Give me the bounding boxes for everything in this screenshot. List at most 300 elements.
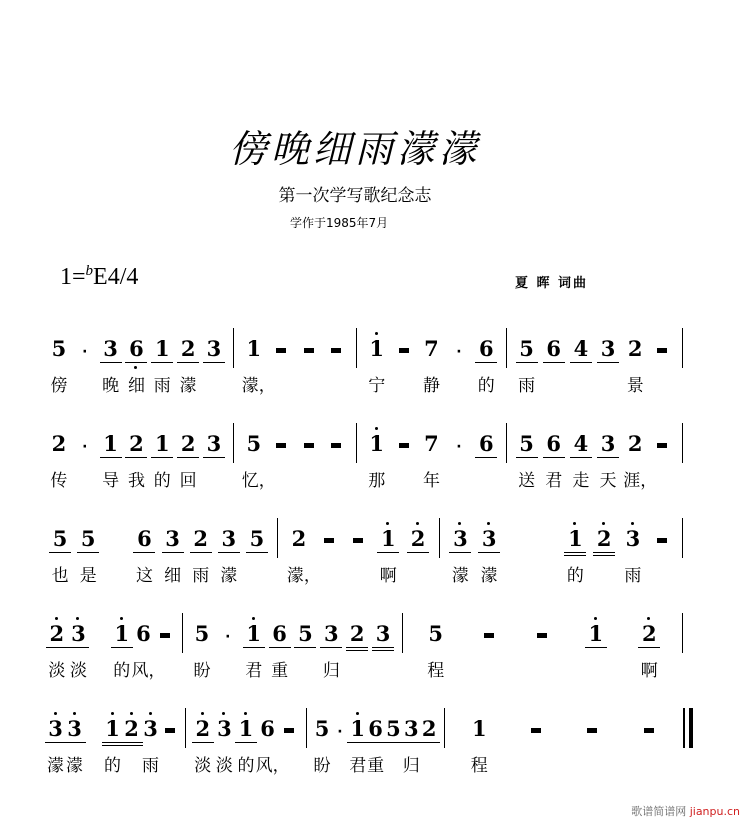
note-number: 7 [424,336,439,361]
note [653,518,671,558]
note-number: 2 [641,621,657,646]
flat-sign: b [85,263,94,279]
beam-line [111,647,133,648]
beam-line [372,650,394,651]
lyric: 淡 [215,756,233,776]
beam-line [543,362,565,363]
dash-extension [160,633,170,638]
note [205,423,223,463]
beam-line [570,362,592,363]
note-number: 3 [143,716,158,741]
note-number: 6 [546,431,562,456]
high-octave-dot [573,522,576,525]
note-number: 3 [103,336,118,361]
beam-line [203,457,225,458]
high-octave-dot [252,617,255,620]
high-octave-dot [594,617,597,620]
beam-line [243,647,265,648]
lyric: 导 [102,471,120,491]
lyric: 啊 [379,566,397,586]
beam-line [190,552,212,553]
note [395,328,413,368]
beam-line [638,647,660,648]
beam-line [235,742,257,743]
note [379,518,397,586]
note-number: 6 [136,621,151,646]
beam-line [67,647,89,648]
lyric: 濛， [286,566,321,586]
note [653,328,671,368]
lyric: 的 [477,376,495,396]
note [640,613,658,681]
note [272,328,290,368]
note-number: 3 [481,526,497,551]
note-number: 2 [180,336,196,361]
lyric: 细 [127,376,145,396]
beam-line [177,457,199,458]
note [300,328,318,368]
lyric: 是 [79,566,97,586]
spacer [538,518,556,558]
high-octave-dot [458,522,461,525]
note-number: 3 [206,431,222,456]
beam-line [100,362,122,363]
beam-line [346,650,368,651]
note-number: 5 [428,621,443,646]
beam-line [475,457,497,458]
composition-date: 学作于1985年7月 [290,216,389,230]
note [450,423,468,463]
beam-line [162,552,184,553]
note [480,613,498,653]
note-number: 2 [180,431,196,456]
note [192,518,210,586]
lyric: 景 [626,376,644,396]
lyric: 濛 [480,566,498,586]
lyric: 归 [322,661,340,681]
note-number: 3 [165,526,180,551]
dash-extension [331,348,341,353]
note [215,708,233,776]
note [51,518,69,586]
note [245,613,263,681]
measure [40,518,278,586]
note [135,518,153,586]
note [572,328,590,368]
note [164,518,182,586]
lyric: 傍 [50,376,68,396]
note [368,423,386,491]
note [193,613,211,681]
lyric: 君 [545,471,563,491]
key-prefix: 1= [60,264,86,290]
note [348,613,366,653]
note-number: 5 [519,431,534,456]
note-number: 1 [568,526,583,551]
note [205,328,223,368]
note [280,708,298,748]
beam-line [418,742,440,743]
note [587,613,605,653]
measure [403,613,683,681]
note-number: 3 [625,526,641,551]
measure [186,708,307,776]
song-subtitle: 第一次学写歌纪念志 [278,186,432,206]
augmentation-dot: · [82,439,88,455]
dash-extension [331,443,341,448]
beam-line [585,647,607,648]
lyric: 濛 [66,756,83,776]
high-octave-dot [149,712,152,715]
measure [507,328,683,396]
lyric: 风， [131,661,166,681]
note [451,518,469,586]
score-row [40,518,683,598]
note [624,518,642,586]
measure [234,328,357,396]
note [66,708,84,776]
note [271,613,289,681]
watermark [631,803,740,819]
dash-extension [353,538,363,543]
lyric: 的 [104,756,121,776]
beam-line [294,647,316,648]
note-number: 3 [600,336,616,361]
high-octave-dot [54,712,57,715]
note-number: 2 [195,716,211,741]
note [599,328,617,368]
note [179,328,197,396]
lyric: 也 [51,566,69,586]
beam-line [377,552,399,553]
lyric: 的 [237,756,255,776]
note-number: 1 [588,621,604,646]
note-number: 5 [249,526,265,551]
note-number: 3 [48,716,63,741]
dash-extension [304,443,314,448]
key-signature [60,263,138,291]
measure [40,708,186,776]
note-number: 2 [124,716,139,741]
dash-extension [657,443,667,448]
note [102,328,120,396]
note-number: 2 [291,526,307,551]
lyric: 晚 [102,376,120,396]
lyric: 重 [271,661,289,681]
lyric: 程 [427,661,445,681]
lyric: 濛 [179,376,197,396]
lyric: 风， [255,756,290,776]
dash-extension [587,728,597,733]
note-number: 1 [154,336,170,361]
measure [357,423,507,491]
beam-line [125,457,147,458]
high-octave-dot [386,522,389,525]
lyric: 归 [402,756,420,776]
score-row [40,423,683,503]
note [626,328,644,396]
beam-line [449,552,471,553]
high-octave-dot [201,712,204,715]
note [545,328,563,368]
note [161,708,179,748]
lyric: 的 [113,661,131,681]
note [572,423,590,491]
lyric: 雨 [192,566,210,586]
dash-extension [399,443,409,448]
high-octave-dot [375,427,378,430]
lyric: 这 [135,566,153,586]
measure [440,518,683,586]
beam-line [516,362,538,363]
note-number: 6 [546,336,562,361]
note-number: 1 [369,336,384,361]
beam-line [49,552,71,553]
note-number: 5 [519,336,534,361]
spacer [107,518,125,558]
spacer [91,613,109,653]
note-number: 5 [51,336,67,361]
note [566,518,584,586]
beam-line [516,457,538,458]
beam-line [125,362,147,363]
note-number: 6 [368,716,383,741]
note [220,518,238,586]
note [477,423,495,463]
augmentation-dot: · [225,629,231,645]
beam-line [570,457,592,458]
note [518,328,536,396]
dash-extension [276,443,286,448]
lyric: 的 [153,471,171,491]
note-number: 1 [369,431,384,456]
high-octave-dot [222,712,225,715]
dash-extension [284,728,294,733]
score-row [40,328,683,408]
measure [278,518,440,586]
high-octave-dot [55,617,58,620]
note-number: 3 [217,716,232,741]
beam-line [46,647,68,648]
lyric: 回 [179,471,197,491]
note-number: 1 [380,526,396,551]
measure [445,708,683,776]
augmentation-dot: · [456,439,462,455]
note-number: 2 [349,621,365,646]
lyric: 重 [367,756,385,776]
low-octave-dot [134,366,137,369]
note [533,613,551,653]
dash-extension [531,728,541,733]
author-credit: 夏 晖 词曲 [515,276,589,291]
measure [40,423,234,491]
dash-extension [304,348,314,353]
high-octave-dot [647,617,650,620]
note [395,423,413,463]
high-octave-dot [631,522,634,525]
high-octave-dot [130,712,133,715]
final-barline [683,708,693,748]
note [480,518,498,586]
note [313,708,331,776]
note-number: 1 [238,716,254,741]
note [248,518,266,558]
high-octave-dot [602,522,605,525]
note [653,423,671,463]
note-number: 5 [80,526,96,551]
lyric: 濛， [241,376,276,396]
note [422,328,440,396]
beam-line [564,552,586,553]
high-octave-dot [244,712,247,715]
beam-line [151,362,173,363]
lyric: 静 [422,376,440,396]
score-row [40,613,683,693]
measure [234,423,357,491]
note [76,328,94,368]
note-number: 5 [386,716,401,741]
note-number: 3 [600,431,616,456]
note [450,328,468,368]
note-number: 2 [627,431,643,456]
beam-line [121,745,143,746]
beam-line [246,552,268,553]
note-number: 5 [52,526,68,551]
note [296,613,314,653]
dash-extension [165,728,175,733]
note [640,708,658,748]
dash-extension [537,633,547,638]
note-number: 6 [478,431,494,456]
beam-line [407,552,429,553]
note-number: 1 [154,431,170,456]
note [374,613,392,653]
measure [183,613,403,681]
note [368,328,386,396]
note [50,423,68,491]
note [123,708,141,748]
note [153,328,171,396]
beam-line [151,457,173,458]
note [113,613,131,681]
note [286,518,321,586]
high-octave-dot [487,522,490,525]
note [420,708,438,748]
beam-line [597,457,619,458]
score-row [40,708,693,788]
note-number: 3 [206,336,222,361]
lyric: 宁 [368,376,386,396]
note-number: 6 [129,336,144,361]
note-number: 3 [67,716,82,741]
note-number: 2 [49,621,65,646]
lyric: 送 [518,471,536,491]
note [179,423,197,491]
note [48,613,66,681]
key-time: E4/4 [93,264,139,290]
high-octave-dot [120,617,123,620]
note [583,708,601,748]
dash-extension [657,348,667,353]
lyric: 程 [470,756,488,776]
note-number: 2 [410,526,426,551]
beam-line [475,362,497,363]
note [142,708,160,776]
note-number: 2 [193,526,208,551]
augmentation-dot: · [456,344,462,360]
note [131,613,166,681]
note [241,328,276,396]
lyric: 濛 [220,566,238,586]
lyric: 雨 [153,376,171,396]
note-number: 3 [71,621,86,646]
measure [40,328,234,396]
note [102,423,120,491]
lyric: 忆， [241,471,276,491]
lyric: 的 [566,566,584,586]
high-octave-dot [111,712,114,715]
lyric: 盼 [193,661,211,681]
note-number: 1 [105,716,120,741]
measure [307,708,445,776]
lyric: 淡 [69,661,87,681]
beam-line [478,552,500,553]
lyric: 君 [245,661,263,681]
note [477,328,495,396]
beam-line [346,647,368,648]
lyric: 年 [422,471,440,491]
high-octave-dot [356,712,359,715]
note-number: 4 [573,336,589,361]
note [545,423,563,491]
beam-line [177,362,199,363]
beam-line [320,647,342,648]
note [470,708,488,776]
note [50,328,68,396]
beam-line [192,742,214,743]
beam-line [564,555,586,556]
note-number: 1 [246,336,262,361]
note-number: 2 [129,431,144,456]
note [300,423,318,463]
lyric: 那 [368,471,386,491]
note [47,708,65,776]
song-title: 傍晚细雨濛濛 [228,127,481,171]
high-octave-dot [375,332,378,335]
thin-bar [683,708,685,748]
note [156,613,174,653]
high-octave-dot [76,617,79,620]
measure [357,328,507,396]
beam-line [77,552,99,553]
watermark-cn: 歌谱简谱网 [631,805,687,818]
note [69,613,87,681]
beam-line [593,555,615,556]
thick-bar [689,708,693,748]
beam-line [372,647,394,648]
lyric: 雨 [142,756,159,776]
note-number: 1 [114,621,130,646]
beam-line [100,457,122,458]
lyric: 我 [127,471,145,491]
note-number: 3 [375,621,391,646]
spacer [509,518,527,558]
beam-line [269,647,291,648]
beam-line [593,552,615,553]
note-number: 5 [194,621,210,646]
note-number: 3 [403,716,419,741]
note-number: 5 [246,431,262,456]
